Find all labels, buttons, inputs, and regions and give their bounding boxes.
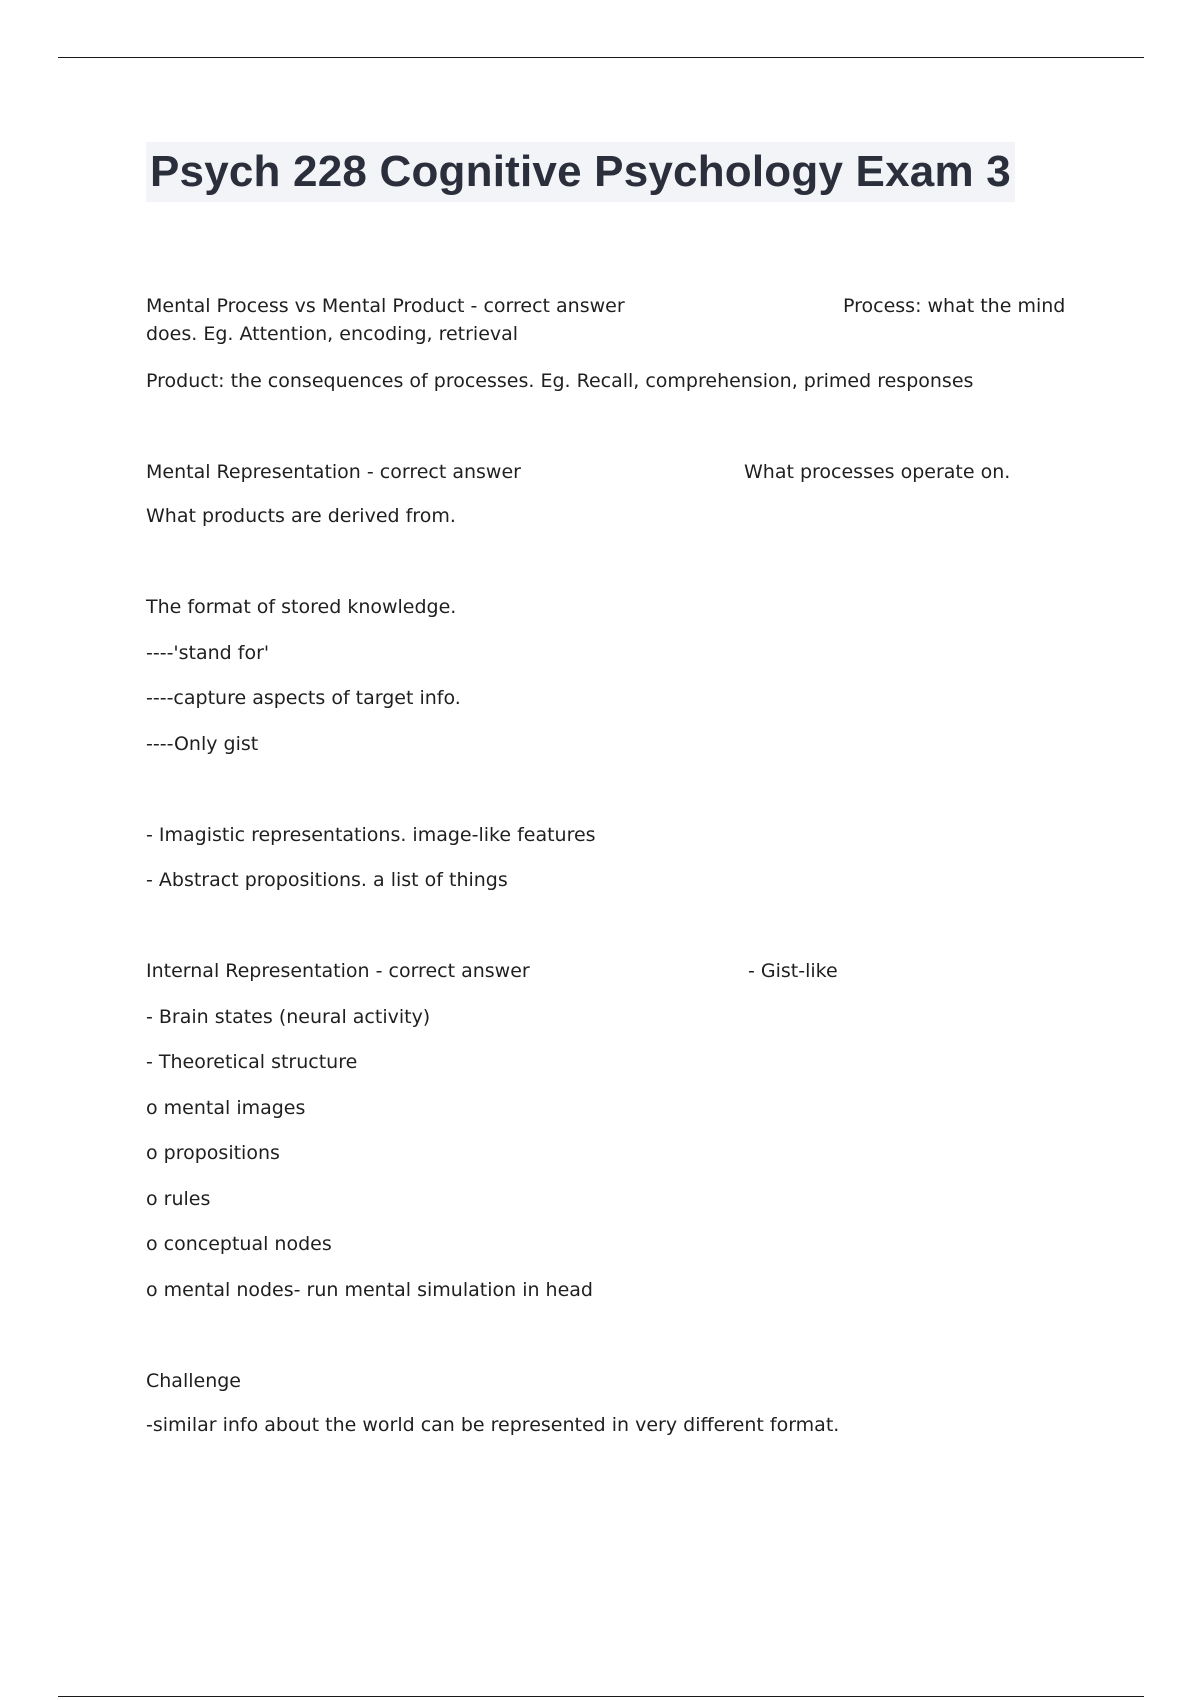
card-answer-line: o rules: [146, 1188, 211, 1210]
card-answer-line: - Abstract propositions. a list of things: [146, 869, 508, 891]
card-answer-start: - Gist-like: [748, 960, 838, 982]
card-answer-line: Challenge: [146, 1370, 241, 1392]
card-answer-line: - Theoretical structure: [146, 1051, 358, 1073]
card-answer-line: - Brain states (neural activity): [146, 1006, 431, 1028]
card-answer-line: o propositions: [146, 1142, 280, 1164]
card-question: Internal Representation - correct answer: [146, 960, 530, 982]
card-answer-line: What products are derived from.: [146, 505, 456, 527]
document-title: Psych 228 Cognitive Psychology Exam 3: [146, 142, 1015, 202]
card-question: Mental Representation - correct answer: [146, 461, 521, 483]
card-answer-start: What processes operate on.: [744, 461, 1011, 483]
card-answer-line: -similar info about the world can be represented in very different format.: [146, 1414, 840, 1436]
card-question: Mental Process vs Mental Product - correct answer: [146, 295, 625, 317]
card-answer-line: o mental images: [146, 1097, 306, 1119]
card-answer-line: does. Eg. Attention, encoding, retrieval: [146, 323, 519, 345]
card-answer-line: ----'stand for': [146, 642, 270, 664]
card-answer-line: The format of stored knowledge.: [146, 596, 457, 618]
card-answer-line: o mental nodes- run mental simulation in head: [146, 1279, 593, 1301]
card-answer-line: Product: the consequences of processes. Eg. Recall, comprehension, primed responses: [146, 370, 974, 392]
header-rule: [58, 57, 1144, 58]
card-answer-start: Process: what the mind: [843, 295, 1066, 317]
card-answer-line: ----Only gist: [146, 733, 259, 755]
footer-rule: [58, 1696, 1144, 1697]
card-answer-line: o conceptual nodes: [146, 1233, 332, 1255]
card-answer-line: - Imagistic representations. image-like features: [146, 824, 596, 846]
card-answer-line: ----capture aspects of target info.: [146, 687, 461, 709]
